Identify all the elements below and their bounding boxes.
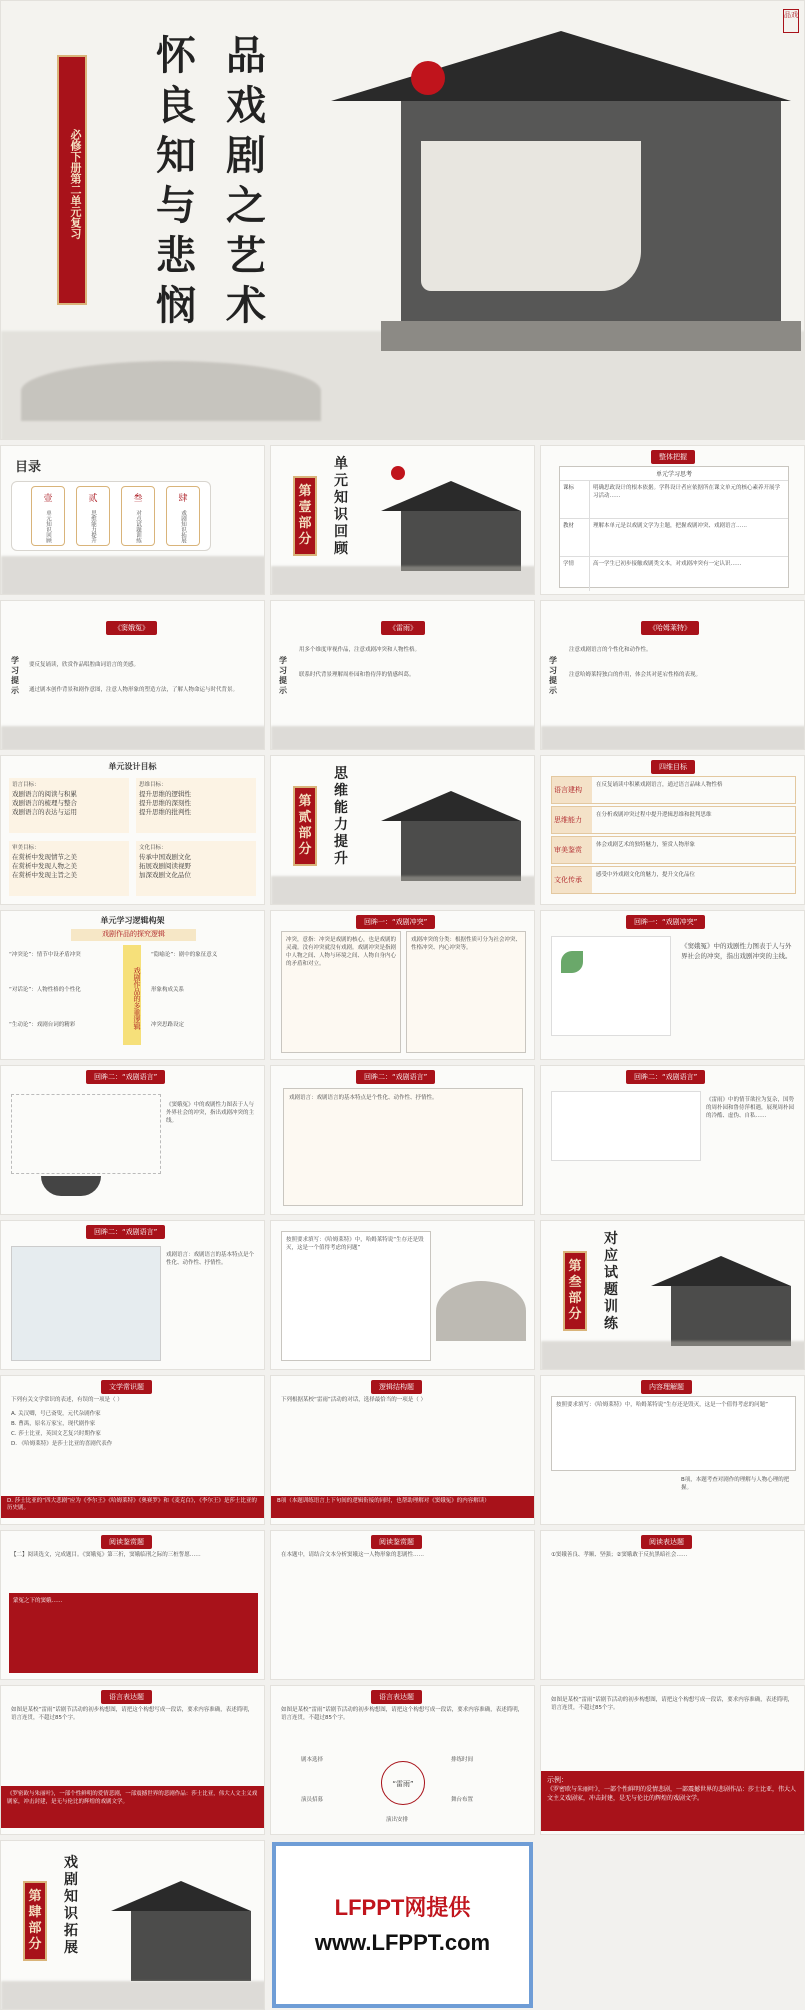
goal-label: 语言建构 [552,777,592,803]
cover-slide [0,0,805,440]
goal-block [136,841,256,896]
reading-slide-3 [540,1530,805,1680]
goal-row [551,806,796,834]
watermark-line2: www.LFPPT.com [314,1930,491,1955]
exercise-slide-2 [0,1375,265,1525]
table-heading: 单元学习思考 [560,467,788,481]
sun [411,61,445,95]
part1-slide [270,445,535,595]
mindmap-node: 剧本选择 [301,1757,324,1763]
overview-slide [540,445,805,595]
expression-question: 如图是某校“雷雨”话剧节活动的初步构想图，请把这个构想写成一段话，要求内容准确，表述简明，语言连贯，不超过85个字。 [11,1707,254,1721]
reading-passage: 【二】阅读选文，完成题目。《窦娥冤》第三折，窦娥临刑之际的三桩誓愿…… [11,1552,201,1558]
language-slide-2 [540,1065,805,1215]
slide-ribbon: 回眸二：“戏剧语言” [626,1070,705,1084]
conflict-slide-1 [270,910,535,1060]
exercise-slide-1 [270,1220,535,1370]
toc-num: 壹 [43,494,53,504]
logic-node: 形象构成关系 [151,987,185,993]
goal-text: 在分析戏剧冲突过程中提升逻辑思维和批判思维 [596,812,712,818]
part-title: 戏剧知识拓展 [64,1855,78,1956]
slide-ribbon: 回眸二：“戏剧语言” [86,1070,165,1084]
exercise-option: D. 《哈姆莱特》是莎士比亚的喜剧代表作 [11,1441,113,1447]
toc-title: 目录 [15,460,42,475]
tips-slide-3 [540,600,805,750]
toc-label: 思维能力提升 [90,509,96,543]
cover-title-left: 怀良知与悲悯 [156,32,196,329]
answer-bar: 《罗密欧与朱丽叶》，一部个性鲜明的爱情悲剧，一部震撼世界的悲剧作品：莎士比亚，伟大人文主义戏剧家，冲击封建，是无与伦比的辉煌的戏剧文学。 [1,1786,265,1828]
reading-highlight: 蒙冤之下的窦娥…… [9,1593,258,1673]
language-quote: 《雷雨》中的情节欲拉为复杂，国势的周朴园和鲁侍萍相遇，展现周朴园的冷酷、虚伪、自私…… [706,1097,795,1119]
slide-ribbon: 回眸一：“戏剧冲突” [356,915,435,929]
exercise-option: B. 曹禺，原名万家宝，现代剧作家 [11,1421,96,1427]
slide-ribbon: 语言表达题 [371,1690,422,1704]
goal-row [551,776,796,804]
photo-card [11,1246,161,1361]
toc-item[interactable] [31,486,65,546]
logic-node: “冲突论”：情节中设矛盾冲突 [9,952,81,958]
goal-head: 思维目标： [139,782,167,788]
language-slide-1 [270,1065,535,1215]
toc-item[interactable] [166,486,200,546]
unit-table [559,466,789,588]
reading-slide-1 [0,1530,265,1680]
conflict-text: 冲突，意指：冲突是戏剧的核心，也是戏剧的灵魂。没有冲突就没有戏剧。戏剧冲突是指剧中人物之间、人物与环境之间、人物自身内心的矛盾和对立。 [286,937,397,967]
toc-item[interactable] [121,486,155,546]
table-row [560,481,788,519]
conflict-card [281,931,401,1053]
expression-slide-2 [270,1685,535,1835]
toc-label: 戏剧知识拓展 [180,509,186,543]
row-label: 学情 [560,557,590,591]
exercise-answer: B项，本题考查对剧作的理解与人物心理的把握。 [681,1477,790,1491]
logic-node: “对话论”：人物性格的个性化 [9,987,81,993]
sun [391,466,405,480]
goal-row [551,866,796,894]
part2-slide [270,755,535,905]
part-title: 对应试题训练 [604,1231,618,1332]
exercise-card [281,1231,431,1361]
expression-question: 如图是某校“雷雨”话剧节活动的初步构想图，请把这个构想写成一段话，要求内容准确，表述简明，语言连贯，不超过85个字。 [281,1707,524,1721]
goal-head: 语言目标： [12,782,40,788]
answer-head: 示例： [547,1776,568,1784]
goal-block [136,778,256,833]
slide-ribbon: 语言表达题 [101,1690,152,1704]
goal-label: 思维能力 [552,807,592,833]
goal-item: 戏剧语言的阅读与积累 [12,790,77,798]
slide-ribbon: 整体把握 [651,450,695,464]
goal-label: 审美鉴赏 [552,837,592,863]
toc-slide [0,445,265,595]
watermark-line1: LFPPT网提供 [334,1895,471,1920]
goal-item: 传承中国戏剧文化 [139,853,191,861]
temple-roof [331,31,791,101]
conflict-quote: 《窦娥冤》中的戏剧性力图表于人与外界社会的冲突，指出戏剧冲突的主线。 [166,1102,255,1124]
conflict-map-slide [0,1065,265,1215]
tips-label: 学习提示 [11,656,19,695]
ink-wash [271,876,535,905]
language-card [283,1088,523,1206]
goals-slide [0,755,265,905]
conflict-card [406,931,526,1053]
answer-note [541,1771,805,1831]
table-row [560,519,788,557]
four-goals-slide [540,755,805,905]
answer-bar: B项（本题训练语言上下句间的逻辑衔接的同时，也帮助理解对《窦娥冤》的内容解读） [271,1496,535,1518]
watermark-panel [272,1842,533,2008]
part3-slide [540,1220,805,1370]
goal-item: 在赏析中发现人物之美 [12,862,77,870]
part-tag: 第叁部分 [563,1251,587,1331]
exercise-slide-3 [270,1375,535,1525]
building-roof [651,1256,791,1286]
building [131,1911,251,1981]
goal-item: 提升思维的深刻性 [139,799,191,807]
toc-num: 叁 [133,494,143,504]
goal-label: 文化传承 [552,867,592,893]
exercise-slide-4 [540,1375,805,1525]
part-tag: 第贰部分 [293,786,317,866]
part4-slide [0,1840,265,2010]
logic-node: “生动论”：戏剧台词的精彩 [9,1022,76,1028]
language-text: 戏剧语言：戏剧语言的基本特点是个性化、动作性、抒情性。 [289,1095,438,1101]
building-roof [381,481,521,511]
expression-text: 如图是某校“雷雨”话剧节活动的初步构想图，请把这个构想写成一段话，要求内容准确，表述简明，语言连贯，不超过85个字。 [551,1697,794,1711]
goal-item: 戏剧语言的梳理与整合 [12,799,77,807]
tip-line: 注意戏剧语言的个性化和动作性。 [569,647,652,653]
mindmap-node: 演员招募 [301,1797,324,1803]
goal-text: 体会戏剧艺术的独特魅力，鉴赏人物形象 [596,842,696,848]
answer-text: 《罗密欧与朱丽叶》，一部个性鲜明的爱情悲剧，一部震撼世界的悲剧作品：莎士比亚，伟大人文主义戏剧家，冲击封建，是无与伦比的辉煌的戏剧文学。 [547,1786,797,1802]
table-row [560,557,788,591]
relation-map [11,1094,161,1174]
boat-image [41,1176,101,1196]
goal-item: 在赏析中发现主旨之美 [12,871,77,879]
slide-ribbon: 文学常识题 [101,1380,152,1394]
seal: 品戏 [783,9,799,33]
row-label: 课标 [560,481,590,518]
goals-title: 单元设计目标 [108,762,157,771]
tip-line: 注意哈姆莱特独白的作用，体会其对延宕性格的表现。 [569,672,702,678]
goal-head: 审美目标： [12,845,40,851]
leaf-decoration [561,951,583,973]
part-title: 思维能力提升 [334,766,348,867]
slide-ribbon: 四维目标 [651,760,695,774]
slide-ribbon: 《哈姆莱特》 [641,621,699,635]
goal-item: 戏剧语言的表达与运用 [12,808,77,816]
building [401,511,521,571]
logic-slide [0,910,265,1060]
goal-item: 加深戏剧文化品位 [139,871,191,879]
goal-block [9,841,129,896]
logic-banner: 戏剧作品的探究逻辑 [71,929,196,941]
mindmap-node: 舞台布置 [451,1797,474,1803]
building-roof [111,1881,251,1911]
ink-mountain [21,361,321,421]
row-label: 教材 [560,519,590,556]
tip-line: 联系时代背景理解周朴园和鲁侍萍的情感纠葛。 [299,672,415,678]
reading-answer: ①窦娥善良、孝顺、坚强；②窦娥敢于反抗黑暗社会…… [551,1552,688,1558]
ink-wash [541,726,805,750]
cover-subtitle: 必修下册第二单元复习 [57,55,87,305]
expression-slide-1 [0,1685,265,1835]
ink-wash [271,726,535,750]
ink-wash [271,566,535,595]
goal-item: 提升思维的批判性 [139,808,191,816]
slide-ribbon: 内容理解题 [641,1380,692,1394]
toc-num: 贰 [88,494,98,504]
slide-ribbon: 回眸一：“戏剧冲突” [626,915,705,929]
goal-head: 文化目标： [139,845,167,851]
answer-bar: D. 莎士比亚的“四大悲剧”应为《李尔王》《哈姆莱特》《奥赛罗》和《麦克白》，《李尔王》是莎士比亚的历史剧。 [1,1496,265,1518]
goal-row [551,836,796,864]
temple-steps [381,321,801,351]
language-text: 戏剧语言：戏剧语言的基本特点是个性化、动作性、抒情性。 [166,1252,255,1266]
toc-num: 肆 [178,494,188,504]
tip-line: 要反复诵读，欣赏作品唱腔曲词语言的美感。 [29,662,140,668]
slide-ribbon: 《雷雨》 [381,621,425,635]
tip-line: 通过剧本创作背景和剧作意图，注意人物形象的塑造方法，了解人物命运与时代背景。 [29,687,239,693]
building [401,821,521,881]
goal-block [9,778,129,833]
cover-title-right: 品戏剧之艺术 [226,32,266,329]
toc-label: 单元知识回顾 [45,509,51,543]
logic-node: “隐喻论”：剧中的象征意义 [151,952,218,958]
mindmap-node: 演出安排 [386,1817,409,1823]
row-text: 高一学生已初步接触戏剧类文本，对戏剧冲突有一定认识…… [593,561,742,567]
part-tag: 第壹部分 [293,476,317,556]
toc-label: 对点试题训练 [135,509,141,543]
language-diagram [551,1091,701,1161]
reading-passage: 在本题中，请结合文本分析窦娥这一人物形象的悲剧性…… [281,1552,425,1558]
row-text: 理解本单元是以戏剧文学为主题，把握戏剧冲突、戏剧语言…… [593,523,748,529]
logic-title: 单元学习逻辑构架 [100,916,165,925]
language-slide-3 [0,1220,265,1370]
tips-label: 学习提示 [549,656,557,695]
row-text: 明确思政设计的根本依据。学科设计者应依据所在课文单元的核心素养开展学习活动…… [593,485,781,499]
part-tag: 第肆部分 [23,1881,47,1961]
goal-text: 感受中外戏剧文化的魅力，提升文化品位 [596,872,696,878]
mountain-image [436,1281,526,1341]
mindmap-center: “雷雨” [381,1761,425,1805]
exercise-option: A. 关汉卿，号已斋叟，元代杂剧作家 [11,1411,101,1417]
ink-wash [1,726,265,750]
logic-node: 冲突思路设定 [151,1022,185,1028]
exercise-option: C. 莎士比亚，英国文艺复兴时期作家 [11,1431,101,1437]
ink-wash [1,1981,265,2010]
toc-item[interactable] [76,486,110,546]
tips-label: 学习提示 [279,656,287,695]
goal-item: 拓展戏剧阅读视野 [139,862,191,870]
slide-ribbon: 逻辑结构题 [371,1380,422,1394]
part-title: 单元知识回顾 [334,456,348,557]
slide-ribbon: 回眸二：“戏剧语言” [356,1070,435,1084]
logic-center: 戏剧作品的多重逻辑 [123,945,141,1045]
slide-ribbon: 回眸二：“戏剧语言” [86,1225,165,1239]
mindmap-node: 排练时间 [451,1757,474,1763]
exercise-question: 按照要求填写：《哈姆莱特》中，哈姆莱特说“生存还是毁灭，这是一个值得考虑的问题” [286,1237,424,1251]
reading-slide-2 [270,1530,535,1680]
tips-slide-2 [270,600,535,750]
slide-ribbon: 阅读表达题 [641,1535,692,1549]
conflict-slide-2 [540,910,805,1060]
tips-slide-1 [0,600,265,750]
ink-wash [541,1341,805,1370]
goal-text: 在反复诵读中积累戏剧语言，通过语言品味人物性格 [596,782,723,788]
conflict-text: 戏剧冲突的分类：根据性质可分为社会冲突、性格冲突、内心冲突等。 [411,937,522,951]
temple-curtain [421,141,641,291]
slide-ribbon: 阅读鉴赏题 [371,1535,422,1549]
goal-item: 提升思维的逻辑性 [139,790,191,798]
goal-item: 在赏析中发现情节之美 [12,853,77,861]
conflict-quote: 《窦娥冤》中的戏剧性力图表于人与外界社会的冲突，指出戏剧冲突的主线。 [681,942,792,960]
slide-ribbon: 《窦娥冤》 [106,621,157,635]
exercise-card [551,1396,796,1471]
tip-line: 用多个维度审视作品，注意戏剧冲突和人物性格。 [299,647,421,653]
building [671,1286,791,1346]
exercise-question: 下列有关文学常识的表述，有误的一项是（ ） [11,1397,123,1403]
expression-slide-3 [540,1685,805,1835]
building-roof [381,791,521,821]
slide-ribbon: 阅读鉴赏题 [101,1535,152,1549]
exercise-question: 下列根据某校“雷雨”活动的对话，选择最恰当的一项是（ ） [281,1397,426,1403]
ink-wash [1,556,265,595]
exercise-question: 按照要求填写：《哈姆莱特》中，哈姆莱特说“生存还是毁灭，这是一个值得考虑的问题” [556,1402,768,1408]
